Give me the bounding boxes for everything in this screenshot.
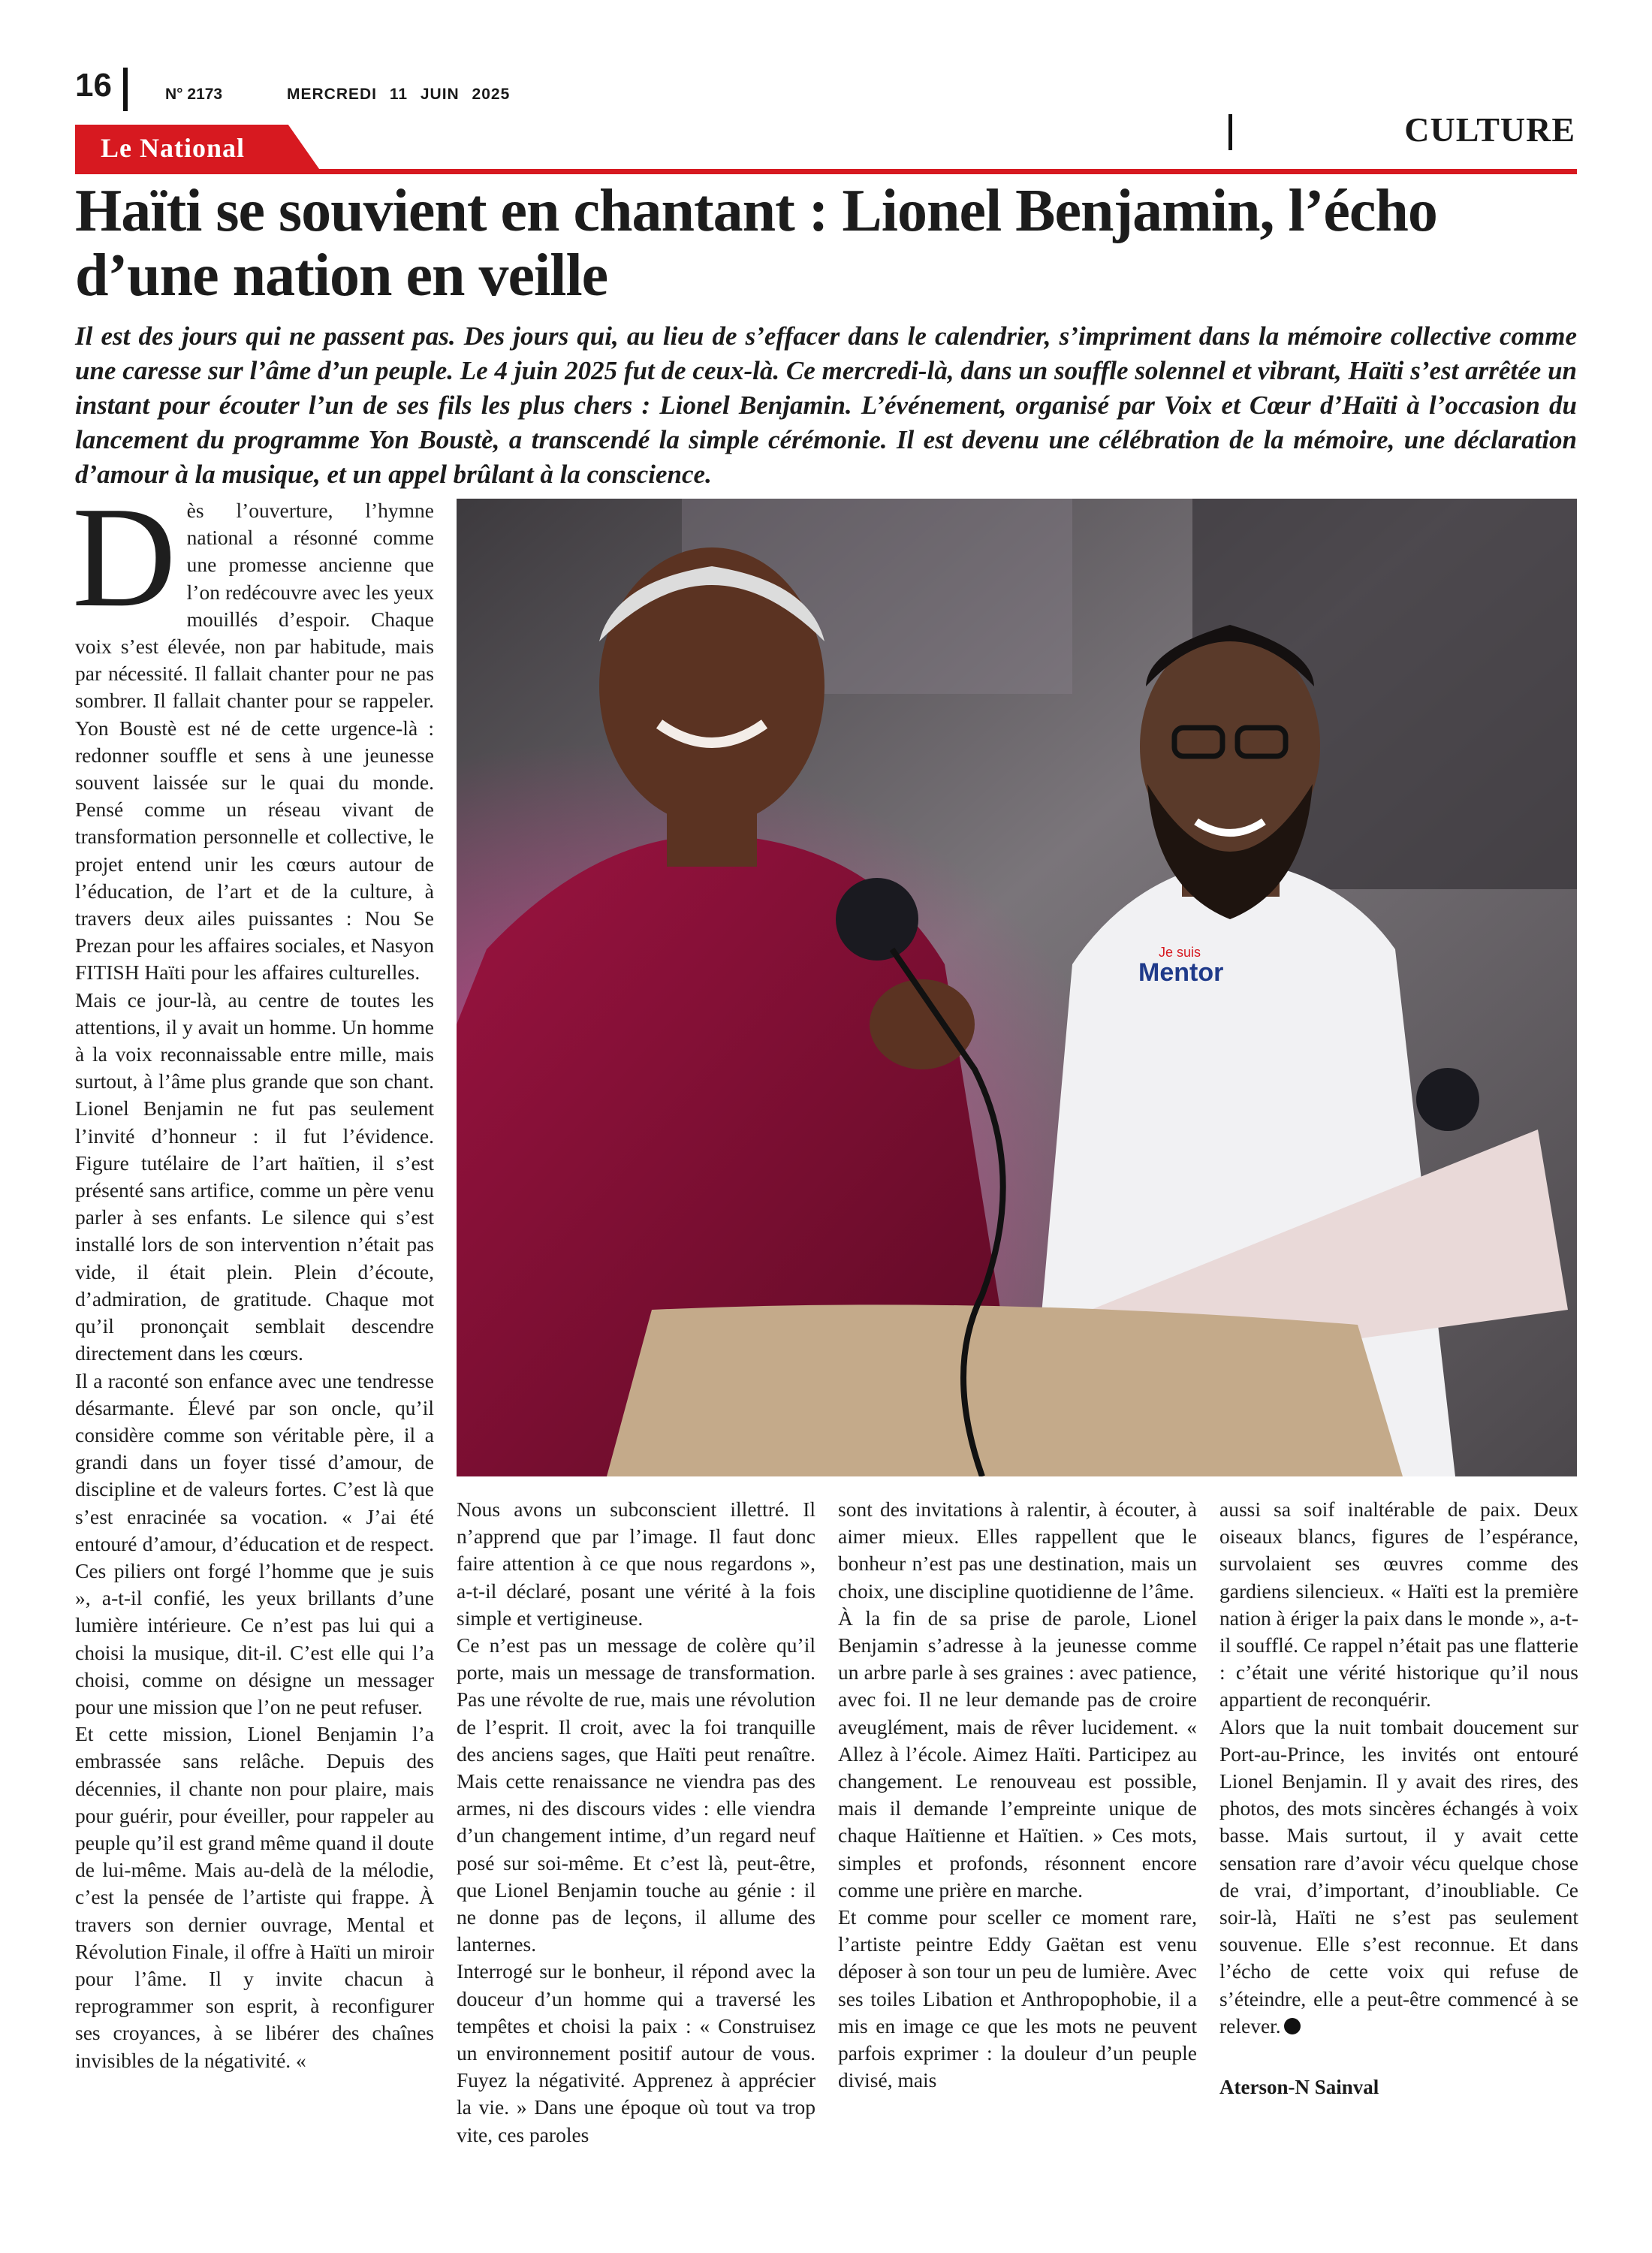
paragraph: Nous avons un subconscient illettré. Il n’apprend que par l’image. Il faut donc faire attention à ce que nous regardons », a-t-il déclaré, posant une vérité à la fois simple et vertigineuse. bbox=[457, 1497, 815, 1630]
header-divider bbox=[123, 68, 128, 111]
article-lede: Il est des jours qui ne passent pas. Des jours qui, au lieu de s’effacer dans le calendrier, s’impriment dans la mémoire collective comme une caresse sur l’âme d’un peuple. Le 4 juin 2025 fut de ceux-là. Ce mercredi-là, dans un souffle solennel et vibrant, Haïti s’est arrêtée un instant pour écouter l’un de ses fils les plus chers : Lionel Benjamin. L’événement, organisé par Voix et Cœur d’Haïti à l’occasion du lancement du programme Yon Boustè, a transcendé la simple cérémonie. Il est devenu une célébration de la mémoire, une déclaration d’amour à la musique, et un appel brûlant à la conscience. bbox=[75, 321, 1577, 489]
shirt-text: Mentor bbox=[1138, 958, 1224, 987]
paragraph: Et cette mission, Lionel Benjamin l’a embrassée sans relâche. Depuis des décennies, il chante non pour plaire, mais pour guérir, pour éveiller, pour rappeler au peuple qu’il est grand même quand il doute de lui-même. Mais au-delà de la mélodie, c’est la pensée de l’artiste qui frappe. À travers son dernier ouvrage, Mental et Révolution Finale, il offre à Haïti un miroir pour l’âme. Il y invite chacun à reprogrammer son esprit, à reconfigurer ses croyances, à se libérer des chaînes invisibles de la négativité. « bbox=[75, 1722, 434, 2072]
paragraph: Et comme pour sceller ce moment rare, l’artiste peintre Eddy Gaëtan est venu déposer à son tour un peu de lumière. Avec ses toiles Libation et Anthropophobie, il a mis en image ce que les mots ne peuvent parfois exprimer : la douleur d’un peuple divisé, mais bbox=[838, 1905, 1197, 2092]
paragraph: Il a raconté son enfance avec une tendresse désarmante. Élevé par son oncle, qu’il considère comme son véritable père, il a grandi dans un foyer tissé d’amour, de discipline et de valeurs fortes. C’est là que s’est enracinée sa vocation. « J’ai été entouré d’amour, d’éducation et de respect. Ces piliers ont forgé l’homme que je suis », a-t-il confié, les yeux brillants d’une lumière intérieure. Ce n’est pas lui qui a choisi la musique, dit-il. C’est elle qui l’a choisi, comme on désigne un messager pour une mission que l’on ne peut refuser. bbox=[75, 1368, 434, 1718]
article-column-3 bbox=[838, 1496, 1197, 2094]
paragraph: À la fin de sa prise de parole, Lionel Benjamin s’adresse à la jeunesse comme un arbre parle à ses graines : avec patience, avec foi. Il ne leur demande pas de croire aveuglément, mais de rêver lucidement. « Allez à l’école. Aimez Haïti. Participez au changement. Le renouveau est possible, mais il demande l’empreinte unique de chaque Haïtienne et Haïtien. » Ces mots, simples et profonds, résonnent encore comme une prière en marche. bbox=[838, 1606, 1197, 1902]
end-of-article-mark bbox=[1284, 2018, 1301, 2034]
brand-name: Le National bbox=[101, 133, 246, 163]
article-title: Haïti se souvient en chantant : Lionel Benjamin, l’écho d’une nation en veille bbox=[75, 178, 1437, 309]
shirt-badge: Je suis bbox=[1159, 945, 1201, 960]
paragraph: Mais ce jour-là, au centre de toutes les attentions, il y avait un homme. Un homme à la voix reconnaissable entre mille, mais surtout, à l’âme plus grande que son chant. Lionel Benjamin ne fut pas seulement l’invité d’honneur : il fut l’évidence. Figure tutélaire de l’art haïtien, il s’est présenté sans artifice, comme un père venu parler à ses enfants. Le silence qui s’est installé lors de son intervention n’était pas vide, il était plein. Plein d’écoute, d’admiration, de gratitude. Chaque mot qu’il prononçait semblait descendre directement dans les cœurs. bbox=[75, 988, 434, 1365]
article-photo bbox=[457, 499, 1577, 1476]
article-column-2 bbox=[457, 1496, 815, 2149]
paragraph: Alors que la nuit tombait doucement sur Port-au-Prince, les invités ont entouré Lionel Benjamin. Il y avait des rires, des photos, des mots sincères échangés à voix basse. Mais surtout, il y avait cette sensation rare d’avoir vécu quelque chose de vrai, d’important, d’inoubliable. Ce soir-là, Haïti ne s’est pas seulement souvenue. Elle s’est reconnue. Et dans l’écho de cette voix qui refuse de s’éteindre, elle a peut-être commencé à se relever. bbox=[1219, 1715, 1578, 2037]
paragraph: Interrogé sur le bonheur, il répond avec la douceur d’un homme qui a traversé les tempêtes et choisi la paix : « Construisez un environnement positif autour de vous. Fuyez la négativité. Apprenez à apprécier la vie. » Dans une époque où tout va trop vite, ces paroles bbox=[457, 1959, 815, 2146]
page-number: 16 bbox=[75, 67, 112, 104]
drop-cap: D bbox=[72, 477, 176, 637]
paragraph: sont des invitations à ralentir, à écouter, à aimer mieux. Elles rappellent que le bonheur n’est pas une destination, mais un choix, une discipline quotidienne de l’âme. bbox=[838, 1497, 1197, 1603]
paragraph: aussi sa soif inaltérable de paix. Deux oiseaux blancs, figures de l’espérance, survolaient ses œuvres comme des gardiens silencieux. « Haïti est la première nation à ériger la paix dans le monde », a-t-il soufflé. Ce rappel n’était pas une flatterie : c’était une vérité historique qu’il nous appartient de reconquérir. bbox=[1219, 1497, 1579, 1712]
section-label: CULTURE bbox=[1404, 110, 1575, 149]
section-divider bbox=[1228, 114, 1232, 150]
issue-number: N° 2173 bbox=[165, 86, 223, 103]
article-column-4 bbox=[1219, 1496, 1578, 2040]
paragraph-with-end-mark bbox=[1219, 1714, 1578, 2040]
photo-illustration bbox=[457, 499, 1577, 1476]
dateline: MERCREDI 11 JUIN 2025 bbox=[287, 86, 511, 103]
byline: Aterson-N Sainval bbox=[1219, 2076, 1379, 2098]
paragraph: Ce n’est pas un message de colère qu’il porte, mais un message de transformation. Pas une révolte de rue, mais une révolution de l’esprit. Il croit, avec la foi tranquille des anciens sages, que Haïti peut renaître. Mais cette renaissance ne viendra pas des armes, ni des discours vides : elle viendra d’un changement intime, d’un regard neuf posé sur soi-même. Et c’est là, peut-être, que Lionel Benjamin touche au génie : il ne donne pas de leçons, il allume des lanternes. bbox=[457, 1633, 815, 1956]
paragraph: ès l’ouverture, l’hymne national a résonné comme une promesse ancienne que l’on redécouvre avec les yeux mouillés d’espoir. Chaque voix s’est élevée, non par habitude, mais par nécessité. Il fallait chanter pour ne pas sombrer. Il fallait chanter pour se rappeler. Yon Boustè est né de cette urgence-là : redonner souffle et sens à une jeunesse souvent laissée sur le quai du monde. Pensé comme un réseau vivant de transformation personnelle et collective, le projet entend unir les cœurs autour de l’éducation, de l’art et de la culture, à travers deux ailes puissantes : Nou Se Prezan pour les affaires sociales, et Nasyon FITISH Haïti pour les affaires culturelles. bbox=[75, 499, 434, 985]
article-column-1 bbox=[72, 477, 434, 2074]
